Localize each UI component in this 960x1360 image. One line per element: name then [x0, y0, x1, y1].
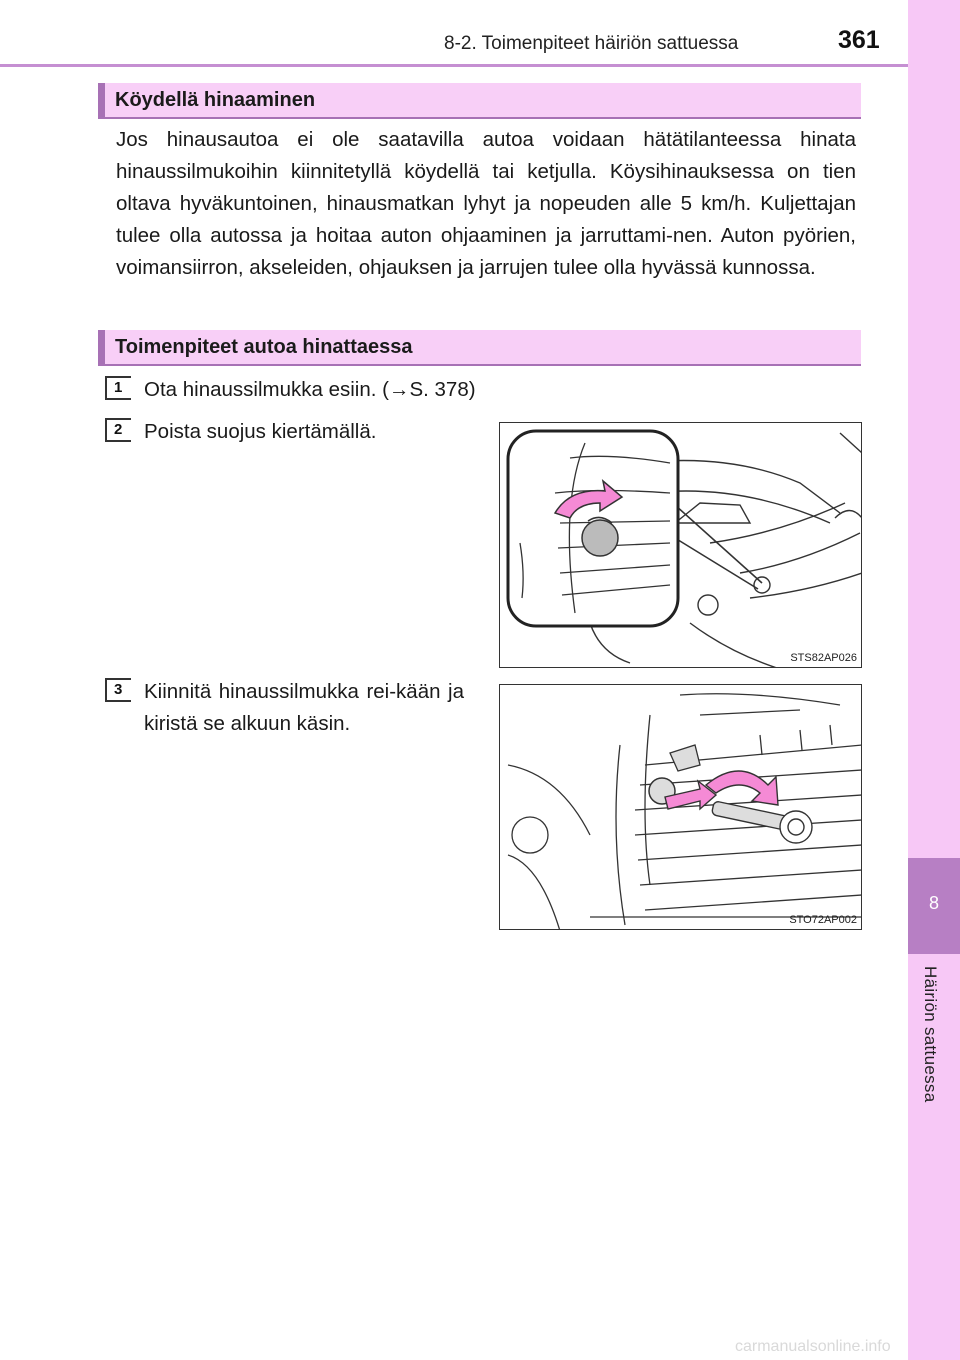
chapter-number: 8: [928, 893, 939, 913]
section-body-text: Jos hinausautoa ei ole saatavilla autoa voidaan hätätilanteessa hinata hinaussilmukoihin kiinnitetyllä köydellä tai ketjulla. Köysihinauksessa on tien oltava hyväkuntoinen, hinausmatkan lyhyt ja nopeuden alle 5 km/h. Kuljettajan tulee olla autossa ja hoitaa auton ohjaaminen ja jarruttami-nen. Auton pyörien, voimansiirron, akseleiden, ohjauksen ja jarrujen tulee olla hyvässä kunnossa.: [116, 128, 856, 279]
figure-code: STO72AP002: [789, 914, 857, 926]
step-text-3: Kiinnitä hinaussilmukka rei-kään ja kiristä se alkuun käsin.: [144, 680, 464, 735]
chapter-label: Häiriön sattuessa: [921, 966, 940, 1103]
step-text-1: Ota hinaussilmukka esiin. (→S. 378): [144, 378, 476, 401]
figure-tow-eye-install: [499, 684, 862, 930]
page-number: 361: [838, 26, 880, 54]
figure-cover-removal: [499, 422, 862, 668]
section-heading-rope-towing: [98, 83, 861, 119]
header-rule: [0, 64, 908, 67]
step-number-2: 2: [105, 418, 131, 442]
bumper-cover-removal-illustration: [500, 423, 862, 668]
section-heading-towing-steps: [98, 330, 861, 366]
chapter-side-tab: [908, 0, 960, 1360]
step-text-2: Poista suojus kiertämällä.: [144, 420, 377, 443]
tow-eye-installation-illustration: [500, 685, 862, 930]
figure-code: STS82AP026: [790, 652, 857, 664]
step-number-3: 3: [105, 678, 131, 702]
section-heading-text: Toimenpiteet autoa hinattaessa: [115, 336, 413, 358]
running-header-title: 8-2. Toimenpiteet häiriön sattuessa: [444, 33, 739, 54]
section-heading-text: Köydellä hinaaminen: [115, 89, 316, 111]
watermark: carmanualsonline.info: [735, 1338, 891, 1355]
step-number-1: 1: [105, 376, 131, 400]
